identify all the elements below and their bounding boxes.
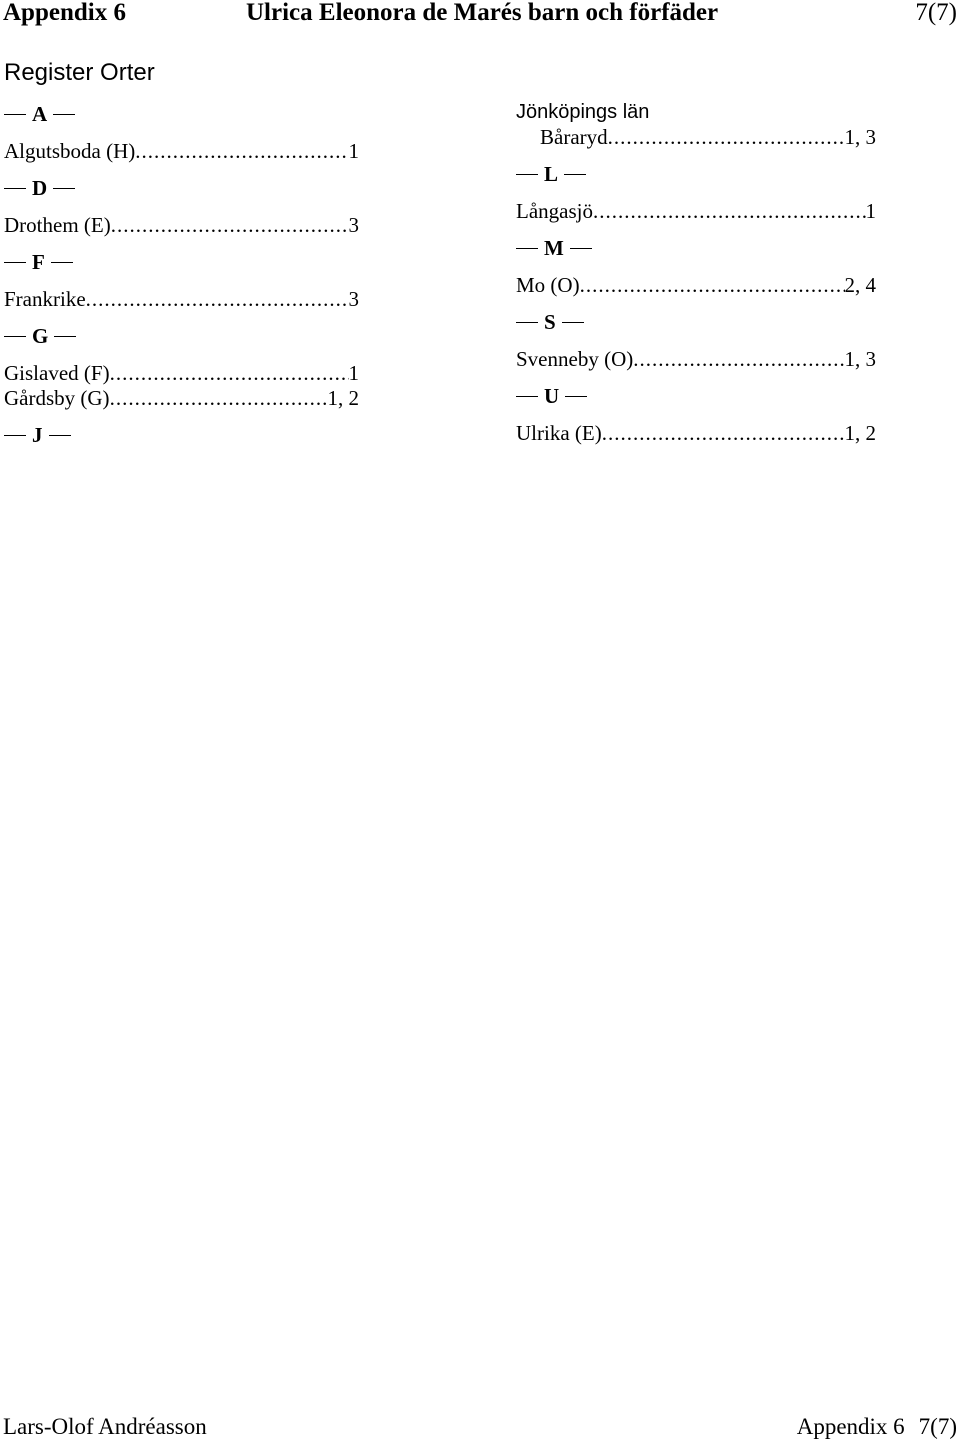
dash-rule <box>562 322 584 323</box>
dash-rule <box>4 336 26 337</box>
dash-rule <box>49 435 71 436</box>
header-page-number: 7(7) <box>915 0 957 26</box>
index-entry: Ulrika (E) ..... 1, 2 <box>516 421 876 446</box>
footer-appendix-label: Appendix 6 <box>796 1414 905 1439</box>
letter-heading-u: U <box>516 384 876 409</box>
index-entry: Båraryd ..... 1, 3 <box>516 125 876 150</box>
index-left-column <box>4 100 359 460</box>
dash-rule <box>4 435 26 436</box>
index-entry: Drothem (E) ..... 3 <box>4 213 359 238</box>
index-entry: Mo (O) ..... 2, 4 <box>516 273 876 298</box>
letter-heading-f: F <box>4 250 359 275</box>
dash-rule <box>516 396 538 397</box>
index-right-column <box>516 100 876 446</box>
footer-author: Lars-Olof Andréasson <box>3 1414 207 1439</box>
dash-rule <box>53 114 75 115</box>
dash-rule <box>516 174 538 175</box>
index-entry: Långasjö ..... 1 <box>516 199 876 224</box>
dash-rule <box>4 188 26 189</box>
index-entry: Svenneby (O) ..... 1, 3 <box>516 347 876 372</box>
header-appendix-label: Appendix 6 <box>3 0 126 26</box>
index-entry: Frankrike ..... 3 <box>4 287 359 312</box>
letter-heading-j: J <box>4 423 359 448</box>
footer-page-info <box>797 1412 957 1442</box>
letter-heading-g: G <box>4 324 359 349</box>
footer-page-number: 7(7) <box>918 1414 957 1439</box>
index-entry: Gårdsby (G) ..... 1, 2 <box>4 386 359 411</box>
dash-rule <box>565 396 587 397</box>
index-entry: Algutsboda (H) ..... 1 <box>4 139 359 164</box>
dash-rule <box>54 336 76 337</box>
index-entry: Gislaved (F) ..... 1 <box>4 361 359 386</box>
dash-rule <box>51 262 73 263</box>
index-group-heading: Jönköpings län <box>516 101 650 123</box>
letter-heading-m: M <box>516 236 876 261</box>
letter-heading-a: A <box>4 102 359 127</box>
dash-rule <box>53 188 75 189</box>
letter-heading-l: L <box>516 162 876 187</box>
dash-rule <box>570 248 592 249</box>
section-title: Register Orter <box>4 59 155 86</box>
letter-heading-d: D <box>4 176 359 201</box>
dash-rule <box>564 174 586 175</box>
dash-rule <box>516 248 538 249</box>
document-title: Ulrica Eleonora de Marés barn och förfäder <box>246 0 719 26</box>
letter-heading-s: S <box>516 310 876 335</box>
dash-rule <box>4 262 26 263</box>
dash-rule <box>4 114 26 115</box>
dash-rule <box>516 322 538 323</box>
